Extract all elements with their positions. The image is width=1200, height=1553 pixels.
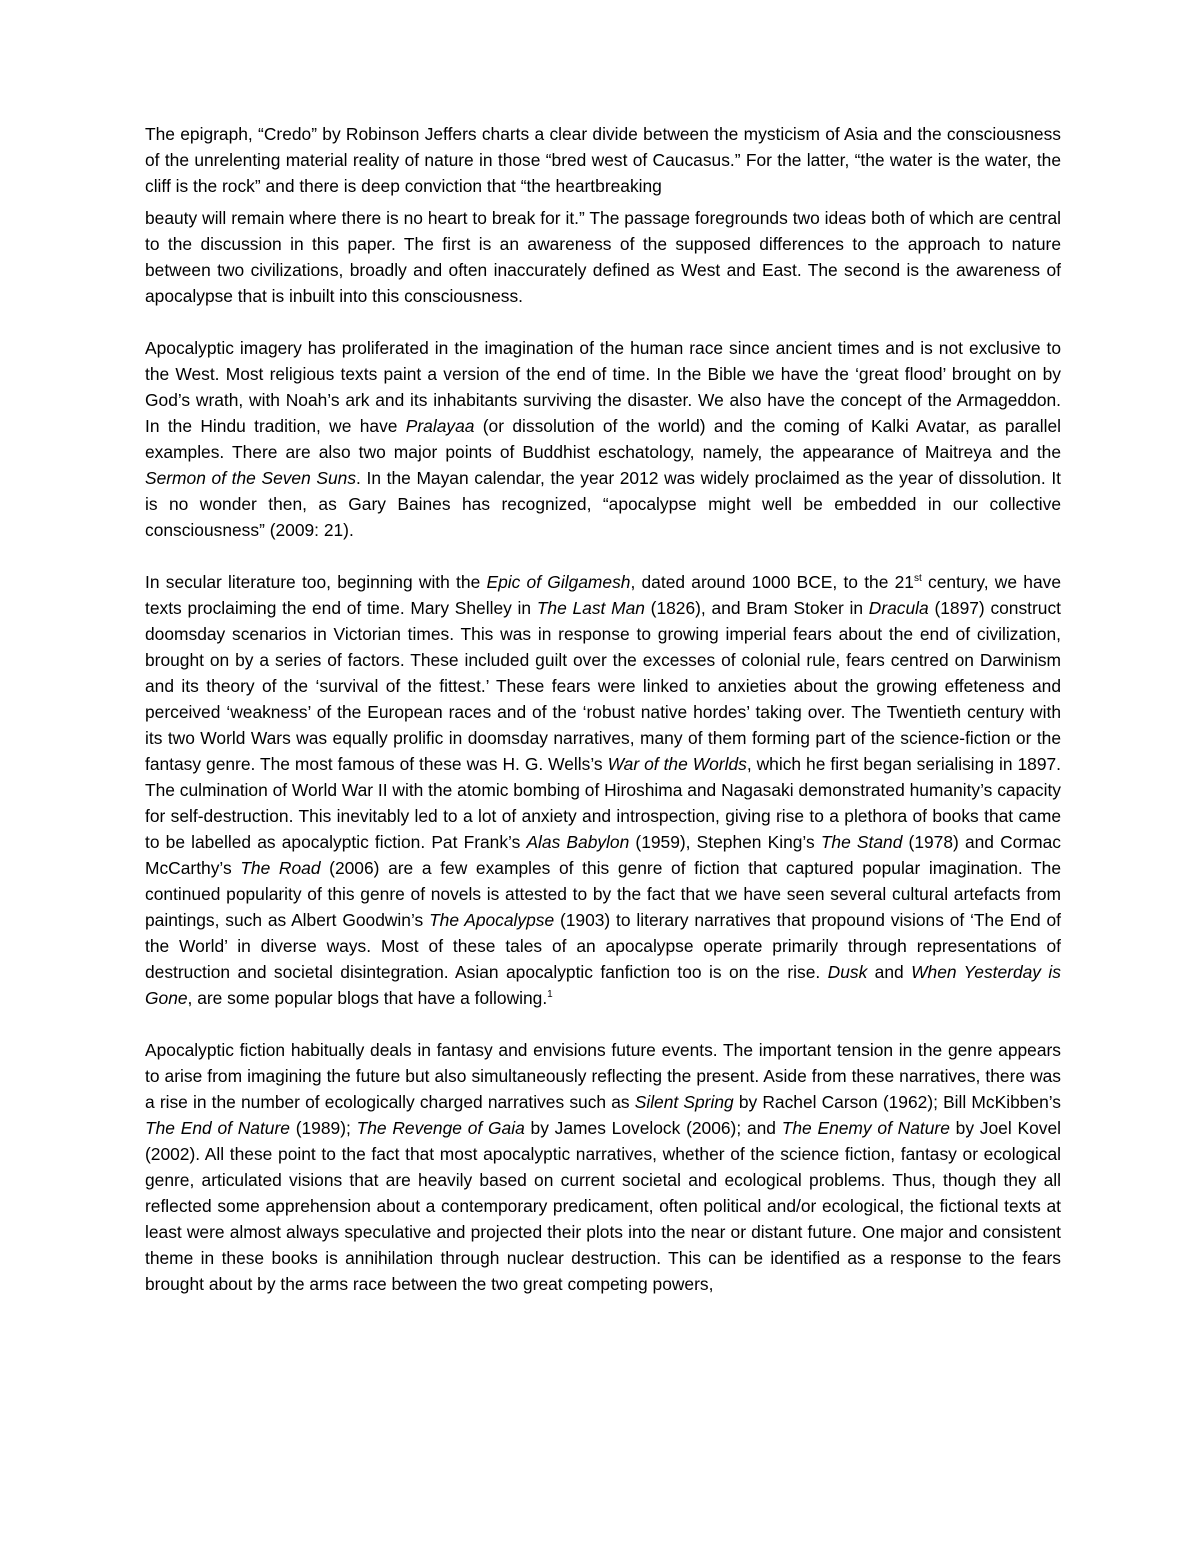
paragraph-apocalyptic-fiction xyxy=(145,1037,1061,1297)
paragraph-apocalyptic-imagery xyxy=(145,335,1061,543)
italic-title: Alas Babylon xyxy=(526,832,630,852)
italic-title: Dusk xyxy=(827,962,868,982)
text-run: and xyxy=(867,962,912,982)
italic-title: The Road xyxy=(240,858,321,878)
italic-term: Pralayaa xyxy=(405,416,475,436)
document-page xyxy=(145,121,1061,1297)
text-run: . In the Mayan calendar, the year 2012 was widely proclaimed as the year of dissolution. It is no wonder then, as Gary Baines has recognized, “apocalypse might well be embedded in our collective consciousness” (2009: 21). xyxy=(145,468,1061,540)
italic-title: When Yesterday is Gone xyxy=(145,962,1061,1008)
paragraph-epigraph-intro xyxy=(145,121,1061,199)
italic-title: The Enemy of Nature xyxy=(781,1118,950,1138)
text-run: (1989); xyxy=(289,1118,357,1138)
italic-title: The End of Nature xyxy=(145,1118,290,1138)
italic-title: Dracula xyxy=(868,598,929,618)
text-run: (or dissolution of the world) and the coming of Kalki Avatar, as parallel examples. There are also two major points of Buddhist eschatology, namely, the appearance of Maitreya and the xyxy=(145,416,1061,462)
text-run: (1903) to literary narratives that propound visions of ‘The End of the World’ in diverse ways. Most of these tales of an apocalypse operate primarily through representations of destruction and societal disintegration. Asian apocalyptic fanfiction too is on the rise. xyxy=(145,910,1062,982)
text-run: (1897) construct doomsday scenarios in Victorian times. This was in response to growing imperial fears about the end of civilization, brought on by a series of factors. These included guilt over the excesses of colonial rule, fears centred on Darwinism and its theory of the ‘survival of the fittest.’ These fears were linked to anxieties about the growing effeteness and perceived ‘weakness’ of the European races and of the ‘robust native hordes’ taking over. The Twentieth century with its two World Wars was equally prolific in doomsday narratives, many of them forming part of the science-fiction or the fantasy genre. The most famous of these was H. G. Wells’s xyxy=(145,598,1062,774)
italic-title: Silent Spring xyxy=(634,1092,734,1112)
text-run: Apocalyptic imagery has proliferated in the imagination of the human race since ancient times and is not exclusive to the West. Most religious texts paint a version of the end of time. In the Bible we have the ‘great flood’ brought on by God’s wrath, with Noah’s ark and its inhabitants surviving the disaster. We also have the concept of the Armageddon. In the Hindu tradition, we have xyxy=(145,338,1061,436)
superscript-ordinal: st xyxy=(913,573,922,585)
text-run: by Rachel Carson (1962); Bill McKibben’s xyxy=(733,1092,1062,1112)
text-run: by James Lovelock (2006); and xyxy=(524,1118,782,1138)
paragraph-secular-literature xyxy=(145,569,1061,1011)
italic-title: The Last Man xyxy=(536,598,645,618)
paragraph-epigraph-continuation xyxy=(145,205,1061,309)
text-run: century, we have texts proclaiming the end of time. Mary Shelley in xyxy=(145,572,1061,618)
italic-title: The Revenge of Gaia xyxy=(356,1118,525,1138)
paragraph-text: The epigraph, “Credo” by Robinson Jeffers charts a clear divide between the mysticism of Asia and the consciousness of the unrelenting material reality of nature in those “bred west of Caucasus.” For the latter, “the water is the water, the cliff is the rock” and there is deep conviction that “the heartbreaking xyxy=(145,124,1061,196)
italic-title: Epic of Gilgamesh xyxy=(486,572,631,592)
text-run: , are some popular blogs that have a following. xyxy=(187,988,548,1008)
text-run: (2006) are a few examples of this genre of fiction that captured popular imagination. The continued popularity of this genre of novels is attested to by the fact that we have seen several cultural artefacts from paintings, such as Albert Goodwin’s xyxy=(145,858,1061,930)
italic-title: The Stand xyxy=(820,832,903,852)
text-run: , dated around 1000 BCE, to the 21 xyxy=(630,572,914,592)
text-run: (1978) and Cormac McCarthy’s xyxy=(145,832,1062,878)
footnote-marker: 1 xyxy=(547,989,553,1001)
text-run: Apocalyptic fiction habitually deals in fantasy and envisions future events. The important tension in the genre appears to arise from imagining the future but also simultaneously reflecting the present. Aside from these narratives, there was a rise in the number of ecologically charged narratives such as xyxy=(145,1040,1061,1112)
text-run: (1959), Stephen King’s xyxy=(629,832,821,852)
text-run: In secular literature too, beginning with the xyxy=(145,572,487,592)
italic-title: Sermon of the Seven Suns xyxy=(145,468,357,488)
text-run: by Joel Kovel (2002). All these point to the fact that most apocalyptic narratives, whether of the science fiction, fantasy or ecological genre, articulated visions that are heavily based on current societal and ecological problems. Thus, though they all reflected some apprehension about a contemporary predicament, often political and/or ecological, the fictional texts at least were almost always speculative and projected their plots into the near or distant future. One major and consistent theme in these books is annihilation through nuclear destruction. This can be identified as a response to the fears brought about by the arms race between the two great competing powers, xyxy=(145,1118,1061,1294)
text-run: (1826), and Bram Stoker in xyxy=(644,598,869,618)
paragraph-text: beauty will remain where there is no heart to break for it.” The passage foregrounds two ideas both of which are central to the discussion in this paper. The first is an awareness of the supposed differences to the approach to nature between two civilizations, broadly and often inaccurately defined as West and East. The second is the awareness of apocalypse that is inbuilt into this consciousness. xyxy=(145,208,1061,306)
text-run: , which he first began serialising in 1897. The culmination of World War II with the atomic bombing of Hiroshima and Nagasaki demonstrated humanity’s capacity for self-destruction. This inevitably led to a lot of anxiety and introspection, giving rise to a plethora of books that came to be labelled as apocalyptic fiction. Pat Frank’s xyxy=(145,754,1062,852)
italic-title: The Apocalypse xyxy=(429,910,555,930)
italic-title: War of the Worlds xyxy=(607,754,747,774)
